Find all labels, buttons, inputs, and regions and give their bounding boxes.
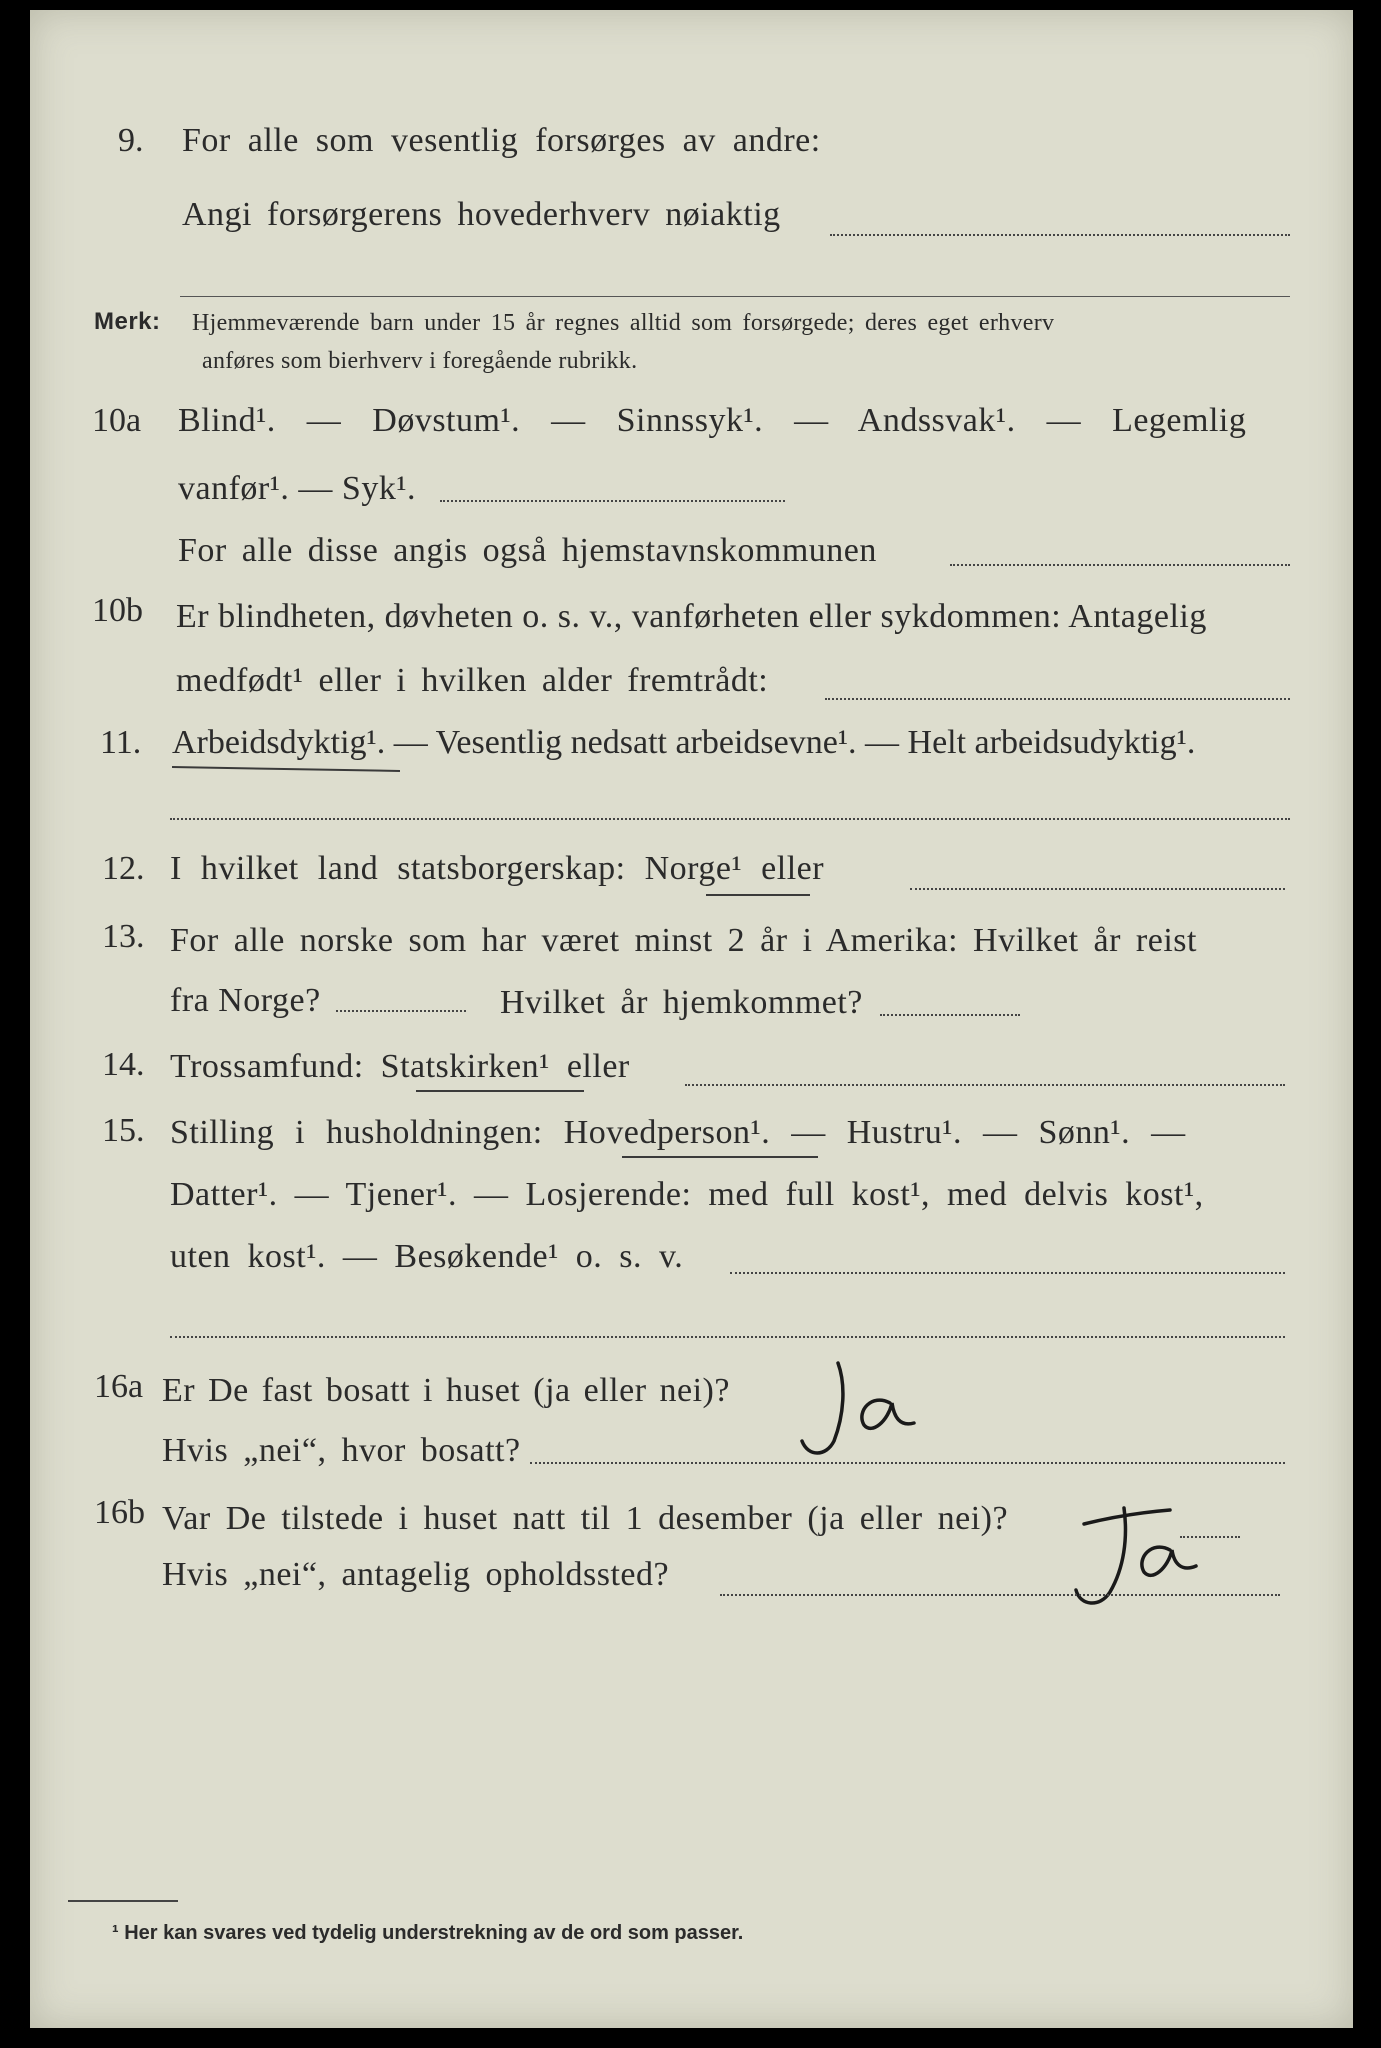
q10a-hjemstavn-line: [950, 564, 1290, 566]
q15-number: 15.: [102, 1112, 145, 1149]
q13-hjemkommet-line: [880, 1014, 1020, 1016]
q16a-handwritten-ja: [798, 1345, 948, 1465]
merk-line1: Hjemmeværende barn under 15 år regnes alltid som forsørgede; deres eget erhverv: [192, 310, 1055, 336]
q16a-answer-line: [530, 1462, 1285, 1464]
q9-line2: Angi forsørgerens hovederhverv nøiaktig: [182, 196, 781, 233]
q13-line2a: fra Norge?: [170, 982, 321, 1019]
q10a-line1: Blind¹. — Døvstum¹. — Sinnssyk¹. — Andssvak¹. — Legemlig: [178, 402, 1247, 439]
census-form-page: [30, 10, 1353, 2028]
q15-line1: Stilling i husholdningen: Hovedperson¹. — Hustru¹. — Sønn¹. —: [170, 1114, 1186, 1151]
q15-line2: Datter¹. — Tjener¹. — Losjerende: med full kost¹, med delvis kost¹,: [170, 1176, 1204, 1213]
q11-number: 11.: [100, 724, 142, 761]
q9-line1: For alle som vesentlig forsørges av andre:: [182, 122, 821, 159]
q16b-handwritten-ja: [1066, 1488, 1246, 1618]
q16b-opholdssted-line: [720, 1594, 1280, 1596]
q10a-answer-line: [440, 500, 785, 502]
q12-number: 12.: [102, 850, 145, 887]
q15-answer-line-2: [170, 1336, 1285, 1338]
q12-answer-line: [910, 888, 1285, 890]
q16a-line1: Er De fast bosatt i huset (ja eller nei)?: [162, 1372, 730, 1409]
q15-line3: uten kost¹. — Besøkende¹ o. s. v.: [170, 1238, 684, 1275]
q16b-line1: Var De tilstede i huset natt til 1 desember (ja eller nei)?: [162, 1500, 1009, 1537]
q9-answer-line: [830, 234, 1290, 236]
q14-line1: Trossamfund: Statskirken¹ eller: [170, 1048, 630, 1085]
q16b-number: 16b: [94, 1494, 145, 1531]
q11-underline-arbeidsdyktig: [172, 766, 400, 772]
q10a-line2: vanfør¹. — Syk¹.: [178, 470, 417, 507]
q10a-number: 10a: [92, 402, 142, 439]
merk-line2: anføres som bierhverv i foregående rubrikk.: [202, 348, 638, 374]
q12-line1: I hvilket land statsborgerskap: Norge¹ eller: [170, 850, 825, 887]
q15-answer-line: [730, 1272, 1285, 1274]
q11-answer-line: [170, 818, 1290, 820]
footnote: ¹ Her kan svares ved tydelig understrekning av de ord som passer.: [112, 1922, 744, 1944]
q10b-line2: medfødt¹ eller i hvilken alder fremtrådt:: [176, 662, 769, 699]
q9-separator: [180, 296, 1290, 297]
q16b-line2: Hvis „nei“, antagelig opholdssted?: [162, 1556, 670, 1593]
q12-underline-norge: [706, 894, 810, 896]
q10b-answer-line: [825, 698, 1290, 700]
q13-line2b: Hvilket år hjemkommet?: [500, 984, 863, 1021]
q10a-line3: For alle disse angis også hjemstavnskommunen: [178, 532, 877, 569]
q10b-line1: Er blindheten, døvheten o. s. v., vanførheten eller sykdommen: Antagelig: [176, 598, 1207, 635]
q16a-line2: Hvis „nei“, hvor bosatt?: [162, 1432, 521, 1469]
q14-number: 14.: [102, 1046, 145, 1083]
q16a-number: 16a: [94, 1368, 144, 1405]
footnote-rule: [68, 1900, 178, 1902]
q14-answer-line: [685, 1084, 1285, 1086]
q13-reist-line: [336, 1010, 466, 1012]
q14-underline-statskirken: [416, 1090, 584, 1092]
q13-number: 13.: [102, 918, 145, 955]
q13-line1: For alle norske som har været minst 2 år i Amerika: Hvilket år reist: [170, 922, 1197, 959]
q16b-answer-line: [1180, 1536, 1240, 1538]
q11-line1: Arbeidsdyktig¹. — Vesentlig nedsatt arbeidsevne¹. — Helt arbeidsudyktig¹.: [172, 724, 1196, 761]
q10b-number: 10b: [92, 592, 143, 629]
q9-number: 9.: [118, 122, 144, 159]
merk-label: Merk:: [94, 308, 161, 335]
q15-underline-hovedperson: [622, 1156, 818, 1158]
